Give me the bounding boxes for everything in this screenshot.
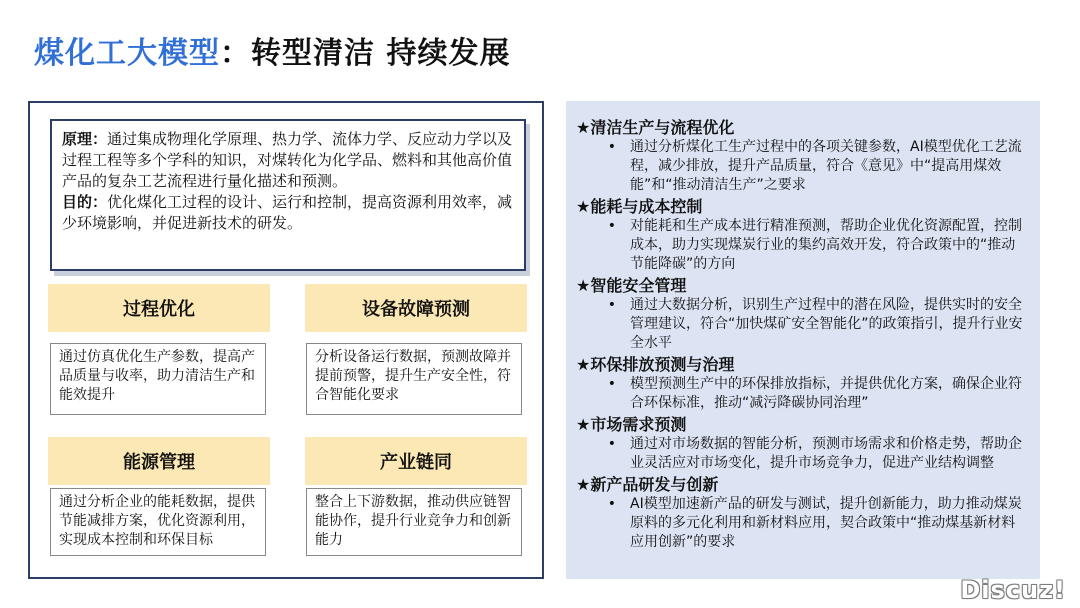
card-text-industry-chain: 整合上下游数据，推动供应链智能协作，提升行业竞争力和创新能力 [306,488,522,556]
section-title: ★新产品研发与创新 [576,475,719,494]
bullet-icon: • [607,218,616,234]
card-text-energy-management: 通过分析企业的能耗数据，提供节能减排方案，优化资源利用，实现成本控制和环保目标 [50,488,266,556]
card-title-energy-management: 能源管理 [48,437,270,485]
goal-label: 目的： [62,193,108,211]
right-panel [566,101,1040,579]
section-title: ★智能安全管理 [576,276,687,295]
card-text-equipment-fault: 分析设备运行数据，预测故障并提前预警，提升生产安全性，符合智能化要求 [306,343,522,415]
intro-box [50,119,526,271]
card-title-equipment-fault: 设备故障预测 [305,284,527,332]
card-title-process-optimization: 过程优化 [48,284,270,332]
section-title: ★市场需求预测 [576,415,687,434]
bullet-icon: • [607,139,616,155]
bullet-icon: • [607,436,616,452]
bullet-icon: • [607,297,616,313]
section-title: ★能耗与成本控制 [576,197,703,216]
goal-text: 优化煤化工过程的设计、运行和控制，提高资源利用效率，减少环境影响，并促进新技术的研发。 [62,193,513,232]
page-title [34,28,510,72]
principle-paragraph [62,129,514,192]
bullet-icon: • [607,376,616,392]
title-rest: ：转型清洁 持续发展 [220,36,511,71]
section-text: 模型预测生产中的环保排放指标，并提供优化方案，确保企业符合环保标准，推动“减污降碳协同治理” [630,376,1022,411]
section-safety [576,275,1030,353]
section-emission [576,354,1030,413]
section-title: ★清洁生产与流程优化 [576,118,735,137]
card-title-industry-chain: 产业链同 [305,437,527,485]
section-text: 通过对市场数据的智能分析，预测市场需求和价格走势，帮助企业灵活应对市场变化，提升市场竞争力，促进产业结构调整 [630,436,1022,471]
watermark: Discuz! [960,576,1066,604]
left-panel [28,101,544,579]
principle-text: 通过集成物理化学原理、热力学、流体力学、反应动力学以及过程工程等多个学科的知识，对煤转化为化学品、燃料和其他高价值产品的复杂工艺流程进行量化描述和预测。 [62,130,513,190]
section-text: 通过大数据分析，识别生产过程中的潜在风险，提供实时的安全管理建议，符合“加快煤矿安全智能化”的政策指引，提升行业安全水平 [630,297,1023,351]
section-text: 对能耗和生产成本进行精准预测，帮助企业优化资源配置，控制成本，助力实现煤炭行业的集约高效开发，符合政策中的“推动节能降碳”的方向 [630,218,1022,272]
principle-label: 原理： [62,130,108,148]
section-text: AI模型加速新产品的研发与测试，提升创新能力，助力推动煤炭原料的多元化利用和新材料应用，契合政策中“推动煤基新材料应用创新”的要求 [630,496,1022,550]
section-new-product [576,474,1030,552]
section-energy-cost [576,196,1030,274]
section-market [576,414,1030,473]
section-clean-production [576,117,1030,195]
section-text: 通过分析煤化工生产过程中的各项关键参数，AI模型优化工艺流程，减少排放，提升产品质量，符合《意见》中“提高用煤效能”和“推动清洁生产”之要求 [630,139,1022,193]
bullet-icon: • [607,496,616,512]
card-text-process-optimization: 通过仿真优化生产参数，提高产品质量与收率，助力清洁生产和能效提升 [50,343,266,415]
section-title: ★环保排放预测与治理 [576,355,735,374]
goal-paragraph [62,192,514,234]
title-highlight: 煤化工大模型 [34,36,220,71]
